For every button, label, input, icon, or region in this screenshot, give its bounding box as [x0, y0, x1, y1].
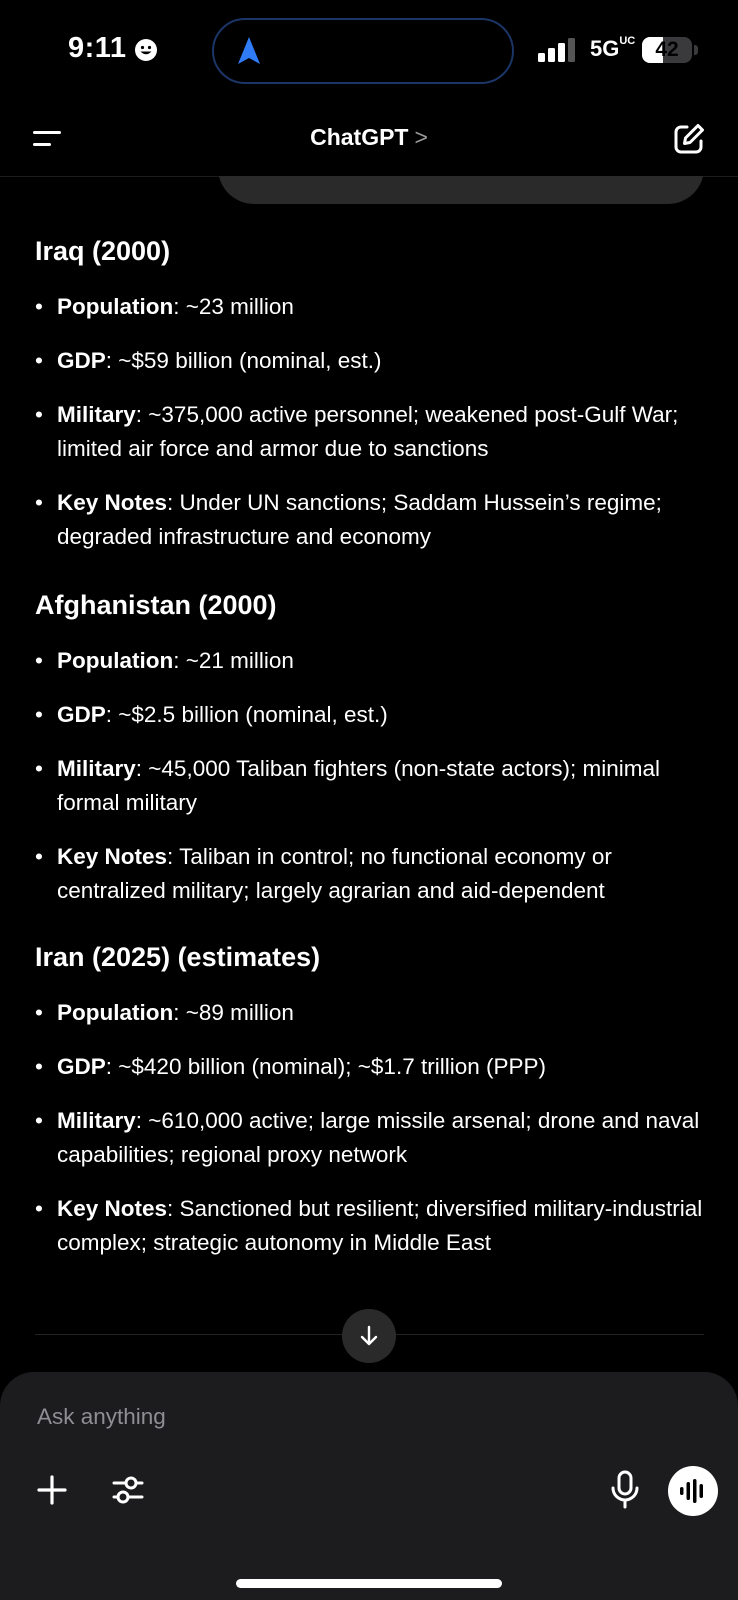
model-selector[interactable] [0, 124, 738, 151]
list-item: • Population: ~89 million [35, 1000, 294, 1025]
ask-input[interactable] [35, 1396, 639, 1438]
status-time: 9:11 [68, 32, 127, 64]
list-item: • GDP: ~$59 billion (nominal, est.) [35, 348, 382, 373]
status-bar [0, 0, 738, 100]
user-message-bubble [218, 176, 704, 204]
voice-mode-button[interactable] [668, 1466, 718, 1516]
battery-icon [642, 37, 692, 63]
conversation[interactable] [0, 176, 738, 1326]
list-item: • Military: ~610,000 active; large missile arsenal; drone and naval capabilities; regional proxy network [35, 1108, 700, 1167]
list-item: • GDP: ~$2.5 billion (nominal, est.) [35, 702, 388, 727]
list-item: • Military: ~45,000 Taliban fighters (non-state actors); minimal formal military [35, 756, 661, 815]
list-item: • GDP: ~$420 billion (nominal); ~$1.7 trillion (PPP) [35, 1054, 546, 1079]
list-item: • Military: ~375,000 active personnel; weakened post-Gulf War; limited air force and armor due to sanctions [35, 402, 679, 461]
section-title-iraq: Iraq (2000) [35, 236, 171, 266]
list-item: • Key Notes: Sanctioned but resilient; diversified military-industrial complex; strategic autonomy in Middle East [35, 1196, 703, 1255]
plus-icon[interactable] [34, 1472, 70, 1508]
chat-header [0, 100, 738, 177]
dynamic-island[interactable] [212, 18, 514, 84]
cellular-signal-icon [538, 38, 576, 62]
battery-nub [694, 45, 698, 55]
battery-percent: 42 [655, 38, 679, 61]
section-title-afghanistan: Afghanistan (2000) [35, 590, 277, 620]
chevron-right-icon: > [414, 124, 428, 150]
scroll-to-bottom-button[interactable] [342, 1309, 396, 1363]
sliders-icon[interactable] [110, 1472, 146, 1508]
voice-waveform-icon [679, 1479, 707, 1503]
composer [0, 1372, 738, 1600]
microphone-icon[interactable] [608, 1470, 642, 1510]
home-indicator[interactable] [236, 1579, 502, 1588]
network-type: 5GUC [590, 35, 636, 61]
new-chat-icon[interactable] [672, 122, 706, 156]
page-title: ChatGPT [310, 124, 409, 150]
list-item: • Key Notes: Under UN sanctions; Saddam Hussein’s regime; degraded infrastructure and economy [35, 490, 662, 549]
list-item: • Population: ~21 million [35, 648, 294, 673]
list-item: • Population: ~23 million [35, 294, 294, 319]
navigation-arrow-icon [236, 36, 262, 66]
list-item: • Key Notes: Taliban in control; no functional economy or centralized military; largely agrarian and aid-dependent [35, 844, 612, 903]
focus-smiley-icon [134, 38, 158, 62]
arrow-down-icon [357, 1324, 381, 1348]
section-title-iran: Iran (2025) (estimates) [35, 942, 321, 972]
